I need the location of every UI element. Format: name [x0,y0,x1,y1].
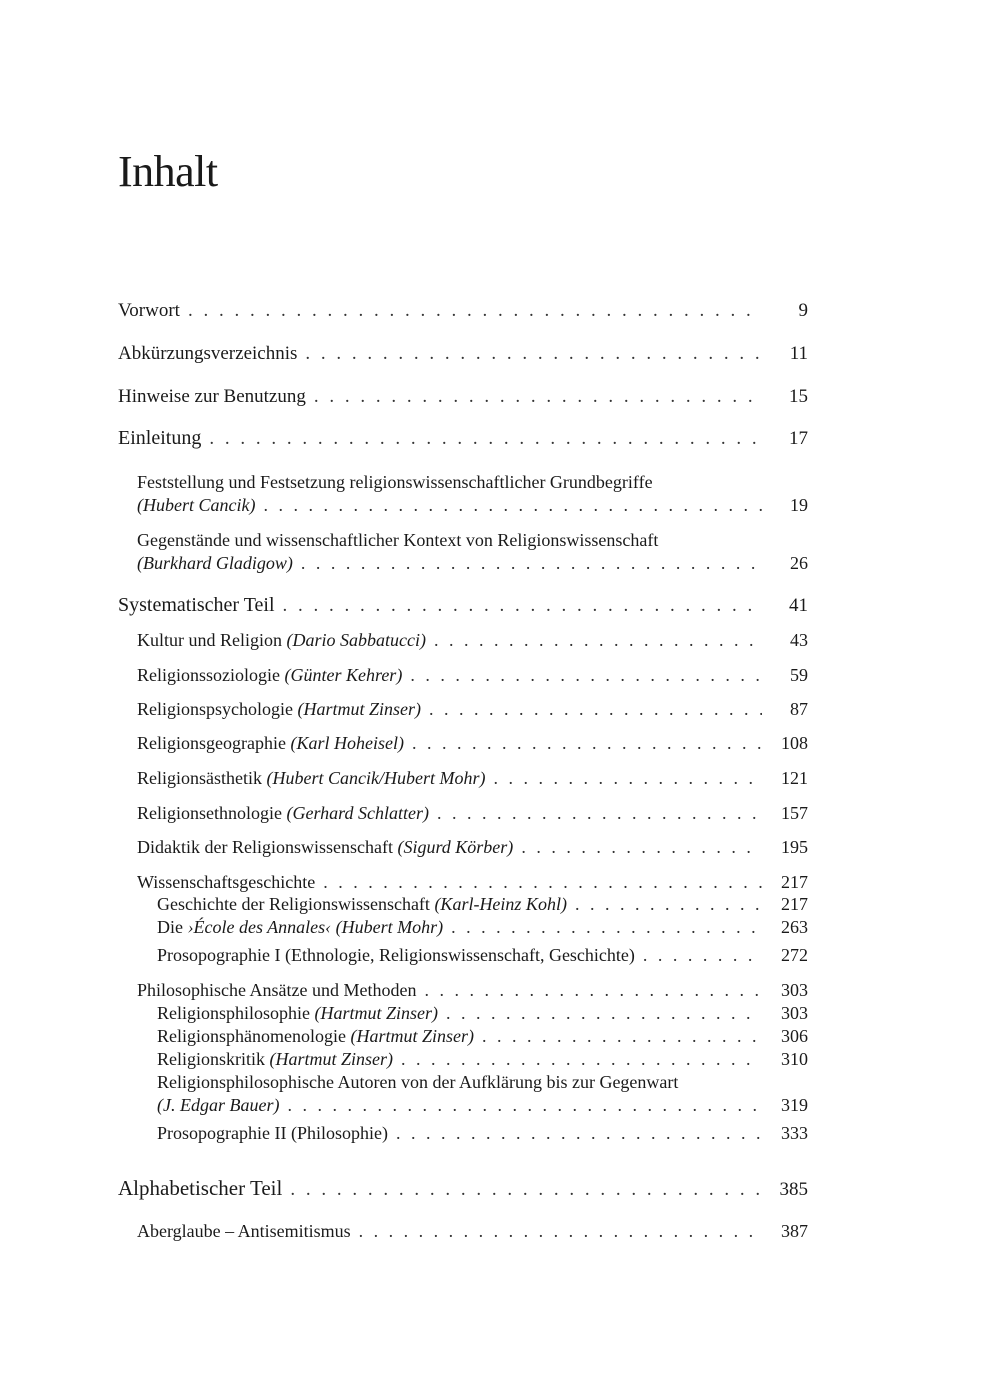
toc-page-number: 272 [781,945,808,965]
toc-page-number: 121 [781,768,808,788]
toc-entry-hinweise[interactable] [118,386,808,408]
dot-leader [434,630,762,651]
dot-leader [429,699,762,720]
toc-page-number: 310 [781,1049,808,1069]
toc-entry-author: (Dario Sabbatucci) [286,630,426,650]
toc-entry-geographie[interactable] [137,733,808,754]
toc-page-number: 43 [790,630,808,650]
dot-leader [493,768,762,789]
toc-entry-label: Wissenschaftsgeschichte [137,872,316,892]
toc-entry-wissenschaftsgeschichte[interactable] [137,872,808,893]
toc-entry-label: Systematischer Teil [118,594,275,616]
toc-entry-label: Abkürzungsverzeichnis [118,343,298,364]
dot-leader [301,553,762,574]
dot-leader [412,733,762,754]
toc-page-number: 303 [781,980,808,1000]
toc-entry-label: Aberglaube – Antisemitismus [137,1221,351,1241]
toc-entry-label: Die [157,917,188,937]
dot-leader [451,917,762,938]
dot-leader [401,1049,762,1070]
toc-entry-author: (Karl-Heinz Kohl) [434,894,567,914]
toc-entry-label: Prosopographie I (Ethnologie, Religionswissenschaft, Geschichte) [157,945,635,965]
toc-entry-label: Religionskritik [157,1049,270,1069]
toc-entry-gegenstaende-title[interactable]: Gegenstände und wissenschaftlicher Kontext von Religionswissenschaft [137,530,659,550]
toc-entry-author: (Hubert Cancik/Hubert Mohr) [266,768,486,788]
toc-entry-alphabetischer-teil[interactable] [118,1176,808,1201]
dot-leader [287,1095,762,1116]
toc-page-number: 263 [781,917,808,937]
toc-page-number: 157 [781,803,808,823]
toc-entry-label: Philosophische Ansätze und Methoden [137,980,417,1000]
dot-leader [521,837,762,858]
toc-entry-prosopographie-1[interactable] [157,945,808,966]
toc-entry-label: Kultur und Religion [137,630,287,650]
dot-leader [359,1221,762,1242]
toc-entry-kultur[interactable] [137,630,808,651]
toc-entry-ecole-des-annales[interactable] [157,917,808,938]
toc-page-number: 195 [781,837,808,857]
toc-page-number: 26 [790,553,808,573]
toc-entry-author: (Sigurd Körber) [397,837,514,857]
toc-entry-aesthetik[interactable] [137,768,808,789]
toc-page-number: 387 [781,1221,808,1241]
toc-entry-label: Religionsästhetik [137,768,267,788]
toc-entry-label: Religionsgeographie [137,733,291,753]
page-title: Inhalt [118,147,218,196]
dot-leader [482,1026,762,1047]
toc-entry-label: Geschichte der Religionswissenschaft [157,894,435,914]
toc-entry-author: (Günter Kehrer) [284,665,403,685]
dot-leader [575,894,762,915]
toc-page-number: 303 [781,1003,808,1023]
toc-entry-author: (Hubert Cancik) [137,495,256,515]
toc-entry-geschichte-religionswissenschaft[interactable] [157,894,808,915]
toc-entry-author: (Karl Hoheisel) [290,733,404,753]
toc-entry-label: Religionspsychologie [137,699,298,719]
dot-leader [209,428,762,450]
toc-entry-philosophische-ansaetze[interactable] [137,980,808,1001]
toc-page-number: 11 [789,343,808,364]
toc-page-number: 17 [789,428,808,449]
toc-entry-religionsphilosophische-autoren-title[interactable]: Religionsphilosophische Autoren von der Aufklärung bis zur Gegenwart [157,1072,679,1092]
toc-entry-ethnologie[interactable] [137,803,808,824]
dot-leader [410,665,762,686]
toc-page-number: 217 [781,872,808,892]
dot-leader [283,595,762,617]
toc-entry-author: ›École des Annales‹ (Hubert Mohr) [187,917,444,937]
toc-entry-label: Religionssoziologie [137,665,285,685]
toc-entry-feststellung[interactable] [137,495,808,516]
toc-entry-label: Hinweise zur Benutzung [118,386,306,407]
toc-page-number: 333 [781,1123,808,1143]
toc-entry-author: (Hartmut Zinser) [297,699,422,719]
toc-page-number: 15 [789,386,808,407]
toc-page-number: 87 [790,699,808,719]
toc-entry-author: (Burkhard Gladigow) [137,553,293,573]
toc-page-number: 19 [790,495,808,515]
toc-page-number: 217 [781,894,808,914]
toc-entry-religionsphaenomenologie[interactable] [157,1026,808,1047]
dot-leader [263,495,762,516]
toc-entry-label: Religionsethnologie [137,803,287,823]
dot-leader [290,1179,762,1201]
toc-entry-label: Einleitung [118,427,202,449]
toc-entry-label: Religionsphilosophie [157,1003,315,1023]
toc-entry-aberglaube[interactable] [137,1221,808,1242]
toc-entry-author: (Hartmut Zinser) [314,1003,439,1023]
toc-entry-religionskritik[interactable] [157,1049,808,1070]
toc-entry-psychologie[interactable] [137,699,808,720]
toc-entry-label: Prosopographie II (Philosophie) [157,1123,388,1143]
toc-entry-religionsphilosophische-autoren[interactable] [157,1095,808,1116]
toc-entry-einleitung[interactable] [118,427,808,450]
toc-entry-feststellung-title[interactable]: Feststellung und Festsetzung religionswissenschaftlicher Grundbegriffe [137,472,653,492]
toc-page-number: 306 [781,1026,808,1046]
dot-leader [446,1003,762,1024]
toc-entry-label: Religionsphänomenologie [157,1026,351,1046]
dot-leader [188,300,762,322]
toc-entry-author: (Hartmut Zinser) [269,1049,394,1069]
toc-page-number: 108 [781,733,808,753]
toc-entry-author: (Hartmut Zinser) [350,1026,474,1046]
toc-entry-gegenstaende[interactable] [137,553,808,574]
toc-entry-author: (Gerhard Schlatter) [286,803,429,823]
toc-entry-vorwort[interactable] [118,300,808,322]
toc-entry-religionsphilosophie[interactable] [157,1003,808,1024]
toc-entry-didaktik[interactable] [137,837,808,858]
dot-leader [643,945,762,966]
toc-entry-systematischer-teil[interactable] [118,594,808,617]
toc-page-number: 319 [781,1095,808,1115]
dot-leader [314,386,762,408]
toc-page-number: 385 [779,1179,808,1200]
toc-entry-prosopographie-2[interactable] [157,1123,808,1144]
dot-leader [305,343,762,365]
dot-leader [424,980,762,1001]
toc-entry-label: Alphabetischer Teil [118,1176,283,1200]
toc-entry-author: (J. Edgar Bauer) [157,1095,280,1115]
toc-entry-abkuerzungsverzeichnis[interactable] [118,343,808,365]
toc-page-number: 59 [790,665,808,685]
dot-leader [437,803,762,824]
dot-leader [323,872,762,893]
dot-leader [396,1123,762,1144]
toc-entry-label: Didaktik der Religionswissenschaft [137,837,398,857]
toc-entry-label: Vorwort [118,300,180,321]
toc-page-number: 9 [798,300,808,321]
toc-entry-soziologie[interactable] [137,665,808,686]
toc-page-number: 41 [789,595,808,616]
